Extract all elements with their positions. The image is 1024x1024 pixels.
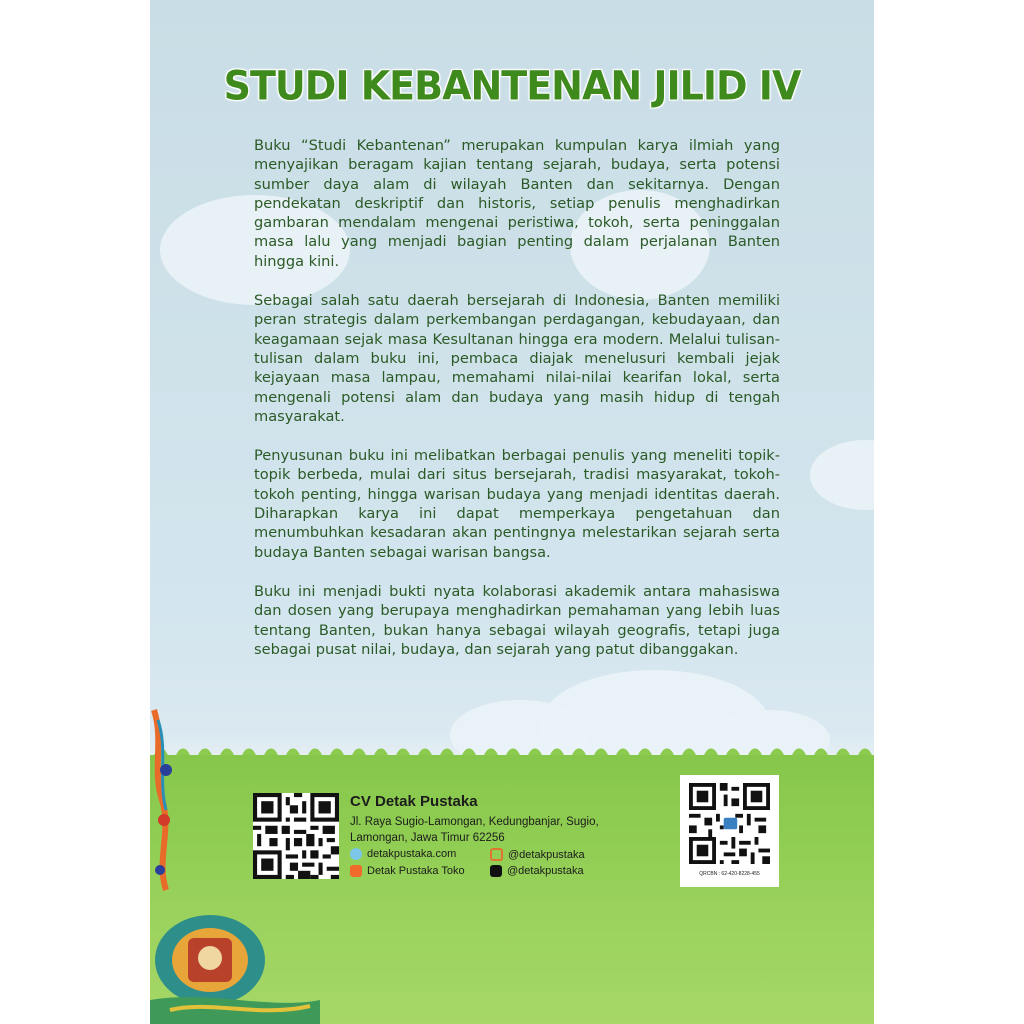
- shop-icon: [350, 865, 362, 877]
- publisher-tiktok[interactable]: [490, 865, 584, 877]
- synopsis: [254, 136, 780, 679]
- shop-text: Detak Pustaka Toko: [367, 865, 465, 877]
- isbn-qr-box: [680, 775, 779, 887]
- book-logo-icon: [724, 818, 738, 830]
- synopsis-paragraph: Buku ini menjadi bukti nyata kolaborasi akademik antara mahasiswa dan dosen yang berupaya menghadirkan pemahaman yang lebih luas tentang Banten, bukan hanya sebagai wilayah geografis, tetapi juga sebagai pusat nilai, budaya, dan sejarah yang patut dibanggakan.: [254, 582, 780, 658]
- publisher-address: Jl. Raya Sugio-Lamongan, Kedungbanjar, Sugio, Lamongan, Jawa Timur 62256: [350, 816, 599, 844]
- book-title: STUDI KEBANTENAN JILID IV: [223, 62, 801, 110]
- synopsis-paragraph: Buku “Studi Kebantenan” merupakan kumpulan karya ilmiah yang menyajikan beragam kajian tentang sejarah, budaya, serta potensi sumber daya alam di wilayah Banten dan sekitarnya. Dengan pendekatan deskriptif dan historis, setiap penulis menghadirkan gambaran mendalam mengenai peristiwa, tokoh, serta peninggalan masa lalu yang menjadi bagian penting dalam perjalanan Banten hingga kini.: [254, 137, 780, 270]
- publisher-shop[interactable]: [350, 865, 465, 877]
- publisher-website[interactable]: [350, 848, 456, 860]
- book-back-cover: [150, 0, 874, 1024]
- synopsis-paragraph: Penyusunan buku ini melibatkan berbagai penulis yang meneliti topik-topik berbeda, mulai dari situs bersejarah, tradisi masyarakat, tokoh-tokoh penting, hingga warisan budaya yang menjadi identitas daerah. Diharapkan karya ini dapat memperkaya pengetahuan dan menumbuhkan kesadaran akan pentingnya melestarikan sejarah serta budaya Banten sebagai warisan bangsa.: [254, 447, 780, 561]
- publisher-name: CV Detak Pustaka: [350, 793, 478, 810]
- synopsis-paragraph: Sebagai salah satu daerah bersejarah di Indonesia, Banten memiliki peran strategis dalam perkembangan perdagangan, kebudayaan, dan keagamaan sejak masa Kesultanan hingga era modern. Melalui tulisan-tulisan dalam buku ini, pembaca diajak menelusuri kembali jejak kejayaan masa lampau, memahami nilai-nilai kearifan lokal, serta mengenali potensi alam dan budaya yang masih hidup di tengah masyarakat.: [254, 292, 780, 425]
- website-text: detakpustaka.com: [367, 848, 457, 860]
- decorative-ornament: [150, 700, 320, 1024]
- tiktok-text: @detakpustaka: [507, 865, 584, 877]
- globe-icon: [350, 848, 362, 860]
- instagram-icon: [490, 848, 503, 861]
- publisher-instagram[interactable]: [490, 848, 585, 861]
- instagram-text: @detakpustaka: [508, 848, 585, 861]
- isbn-qr-code: [689, 783, 770, 864]
- tiktok-icon: [490, 865, 502, 877]
- cloud: [810, 440, 874, 510]
- isbn-label: QRCBN : 62-420-8228-455: [699, 871, 760, 877]
